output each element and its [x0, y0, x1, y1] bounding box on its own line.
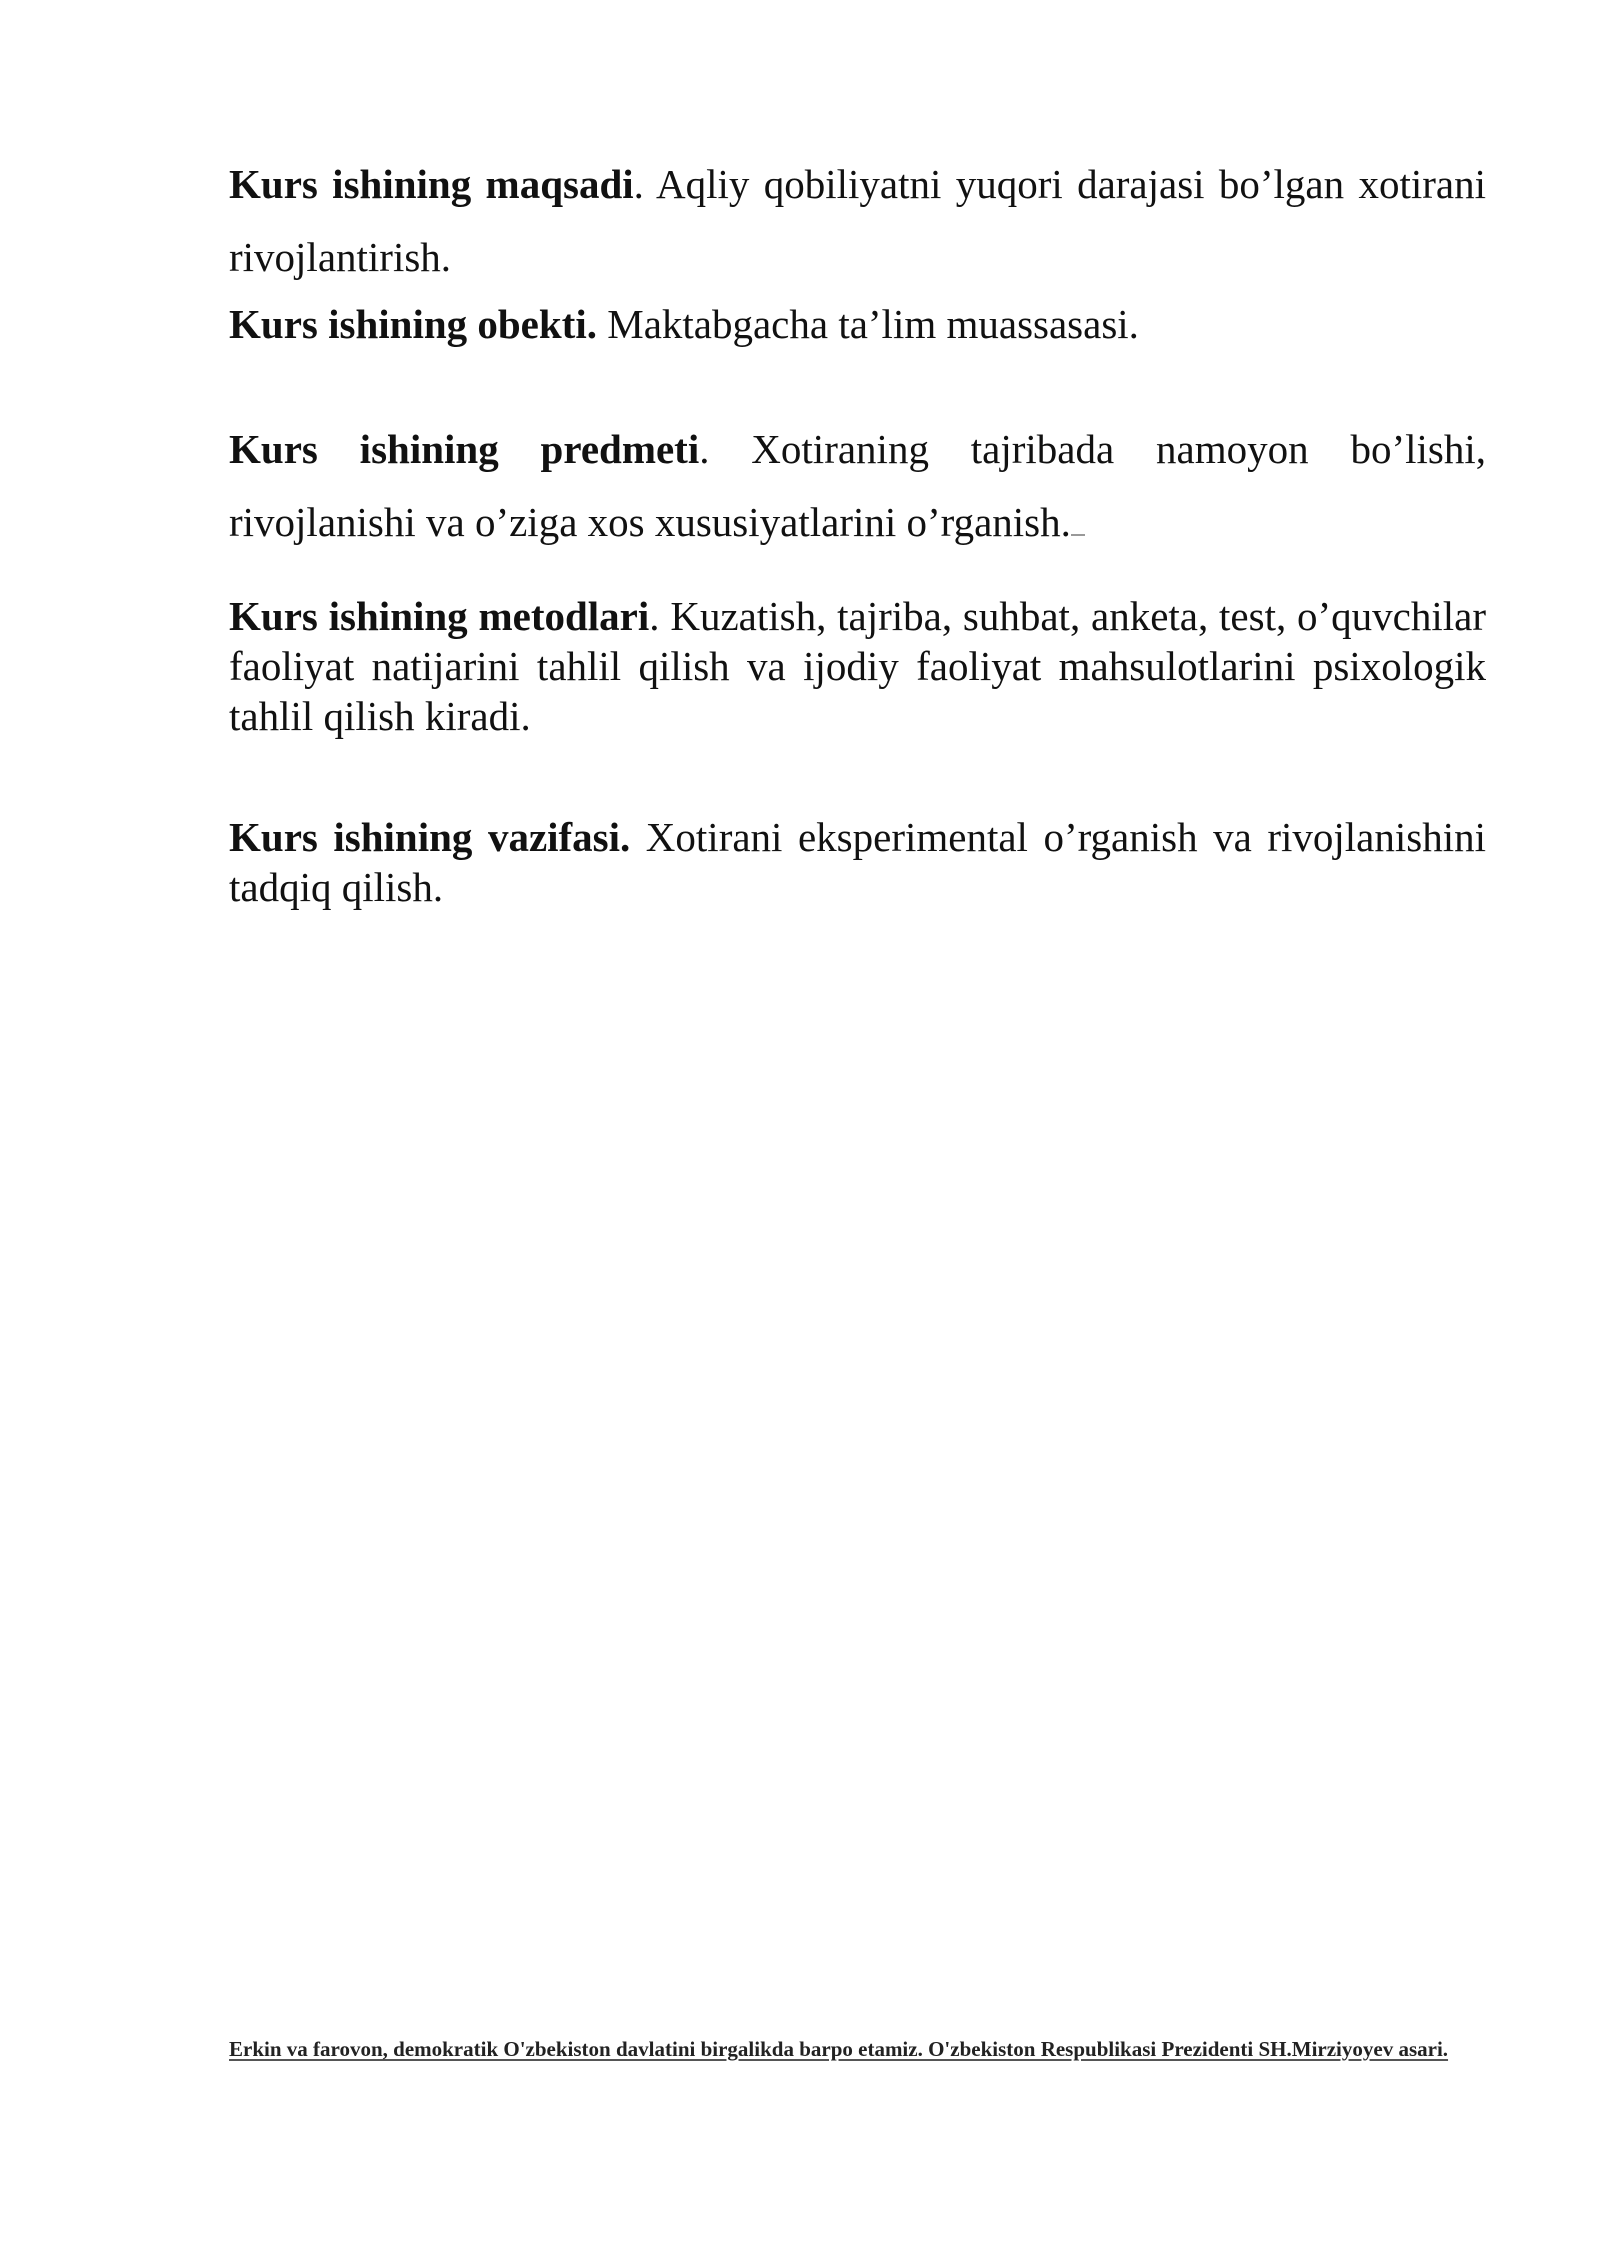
- footnote-link[interactable]: Erkin va farovon, demokratik O'zbekiston davlatini birgalikda barpo etamiz. O'zbekiston Respublikasi Prezidenti SH.Mirziyoyev asari.: [229, 2037, 1449, 2061]
- paragraph-tasks-heading: Kurs ishining vazifasi.: [229, 814, 631, 860]
- paragraph-methods-text: Kuzatish, tajriba, suhbat, anketa, test, o’quvchilar faoliyat natijarini tahlil qilish va ijodiy faoliyat mahsulotlarini psixologik tahlil qilish kiradi.: [229, 593, 1486, 739]
- paragraph-goal: [229, 148, 1486, 294]
- paragraph-object-text: Maktabgacha ta’lim muassasasi.: [596, 301, 1139, 347]
- empty-link-mark: [1071, 504, 1085, 536]
- paragraph-methods-heading-punct: .: [649, 593, 660, 639]
- paragraph-subject-heading-punct: .: [699, 426, 710, 472]
- paragraph-goal-heading: Kurs ishining maqsadi: [229, 161, 634, 207]
- paragraph-subject: [229, 413, 1486, 559]
- paragraph-object: [229, 298, 1486, 350]
- paragraph-goal-text: Aqliy qobiliyatni yuqori darajasi bo’lgan xotirani rivojlantirish.: [229, 161, 1486, 280]
- paragraph-subject-heading: Kurs ishining predmeti: [229, 426, 700, 472]
- paragraph-methods-heading: Kurs ishining metodlari: [229, 593, 650, 639]
- paragraph-object-heading: Kurs ishining obekti.: [229, 301, 597, 347]
- paragraph-subject-text: Xotiraning tajribada namoyon bo’lishi, rivojlanishi va o’ziga xos xususiyatlarini o’rganish.: [229, 426, 1486, 545]
- paragraph-goal-heading-punct: .: [633, 161, 644, 207]
- paragraph-methods: [229, 591, 1486, 741]
- paragraph-tasks: [229, 812, 1486, 912]
- paragraph-tasks-text: Xotirani eksperimental o’rganish va rivojlanishini tadqiq qilish.: [229, 814, 1486, 910]
